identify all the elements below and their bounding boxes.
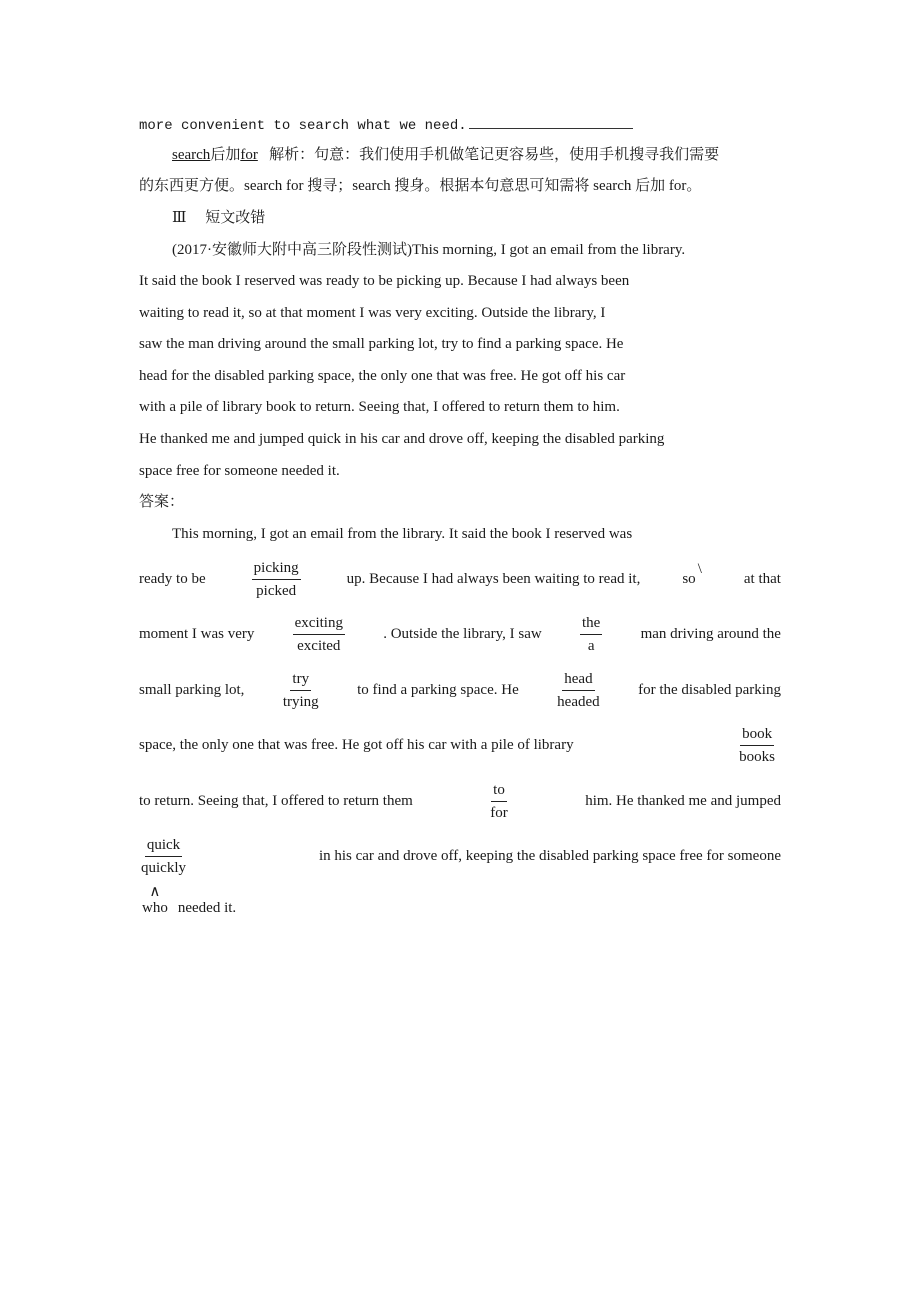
section-numeral: Ⅲ — [172, 210, 187, 226]
exercise-sentence: more convenient to search what we need. — [139, 114, 781, 136]
answer-line: moment I was very $\frac{\text{exciting}}{\text{excited}}$ . Outside the library, I saw $\frac{\text{the}}{a}$ man driving around the — [139, 608, 781, 660]
section-heading — [139, 208, 781, 228]
insertion-who: ∧ who — [142, 884, 168, 916]
answer-line: ∧ who needed it. — [142, 884, 237, 916]
analysis-line-1: search后加for 解析：句意：我们使用手机做笔记更容易些，使用手机搜寻我们需要 — [172, 147, 720, 163]
passage-line: He thanked me and jumped quick in his car and drove off, keeping the disabled parking — [139, 431, 665, 447]
delete-mark: \ — [697, 560, 702, 577]
passage-line: (2017·安徽师大附中高三阶段性测试)This morning, I got an email from the library. — [172, 242, 686, 258]
answer-line: This morning, I got an email from the library. It said the book I reserved was — [172, 526, 633, 542]
answer-word-search: search — [172, 147, 211, 163]
correction-so-deleted: so\ — [682, 560, 702, 587]
answer-line: small parking lot, $\frac{\text{try}}{\text{trying}}$ to find a parking space. He $\frac{\text{head}}{\text{headed}}$ for the disabled parking — [139, 664, 781, 716]
answer-line: $\frac{\text{quick}}{\text{quickly}}$ in his car and drove off, keeping the disabled parking space free for someone — [139, 830, 781, 882]
correction-to: $\frac{to}{\text{for}}$ — [488, 779, 510, 824]
correction-quick: $\frac{\text{quick}}{\text{quickly}}$ — [139, 834, 188, 879]
passage-line: with a pile of library book to return. Seeing that, I offered to return them to him. — [139, 399, 620, 415]
insert-mark: ∧ — [149, 884, 161, 900]
correction-the: $\frac{\text{the}}{a}$ — [580, 612, 602, 657]
analysis-text: 解析：句意：我们使用手机做笔记更容易些，使用手机搜寻我们需要 — [269, 147, 720, 163]
correction-try: $\frac{\text{try}}{\text{trying}}$ — [281, 668, 321, 713]
answer-line: ready to be $\frac{\text{picking}}{\text{picked}}$ up. Because I had always been waiting to read it, so\ at that — [139, 553, 781, 605]
answer-word-for: for — [240, 147, 258, 163]
correction-book: $\frac{\text{book}}{\text{books}}$ — [737, 723, 777, 768]
answer-line: space, the only one that was free. He got off his car with a pile of library $\frac{\text{book}}{\text{books}}$ — [139, 719, 781, 771]
answer-label: 答案： — [139, 494, 185, 510]
passage-line: head for the disabled parking space, the only one that was free. He got off his car — [139, 368, 626, 384]
passage-line: waiting to read it, so at that moment I was very exciting. Outside the library, I — [139, 305, 606, 321]
passage-line: saw the man driving around the small parking lot, try to find a parking space. He — [139, 336, 624, 352]
correction-picking: $\frac{\text{picking}}{\text{picked}}$ — [252, 557, 301, 602]
correction-head: $\frac{\text{head}}{\text{headed}}$ — [555, 668, 601, 713]
answer-blank — [469, 114, 633, 129]
correction-exciting: $\frac{\text{exciting}}{\text{excited}}$ — [293, 612, 345, 657]
answer-line: to return. Seeing that, I offered to return them $\frac{to}{\text{for}}$ him. He thanked me and jumped — [139, 775, 781, 827]
analysis-line-2: 的东西更方便。search for 搜寻；search 搜身。根据本句意思可知需将 search 后加 for。 — [139, 178, 702, 194]
passage-line: space free for someone needed it. — [139, 463, 340, 479]
section-title: 短文改错 — [205, 210, 266, 226]
passage-line: It said the book I reserved was ready to be picking up. Because I had always been — [139, 273, 630, 289]
